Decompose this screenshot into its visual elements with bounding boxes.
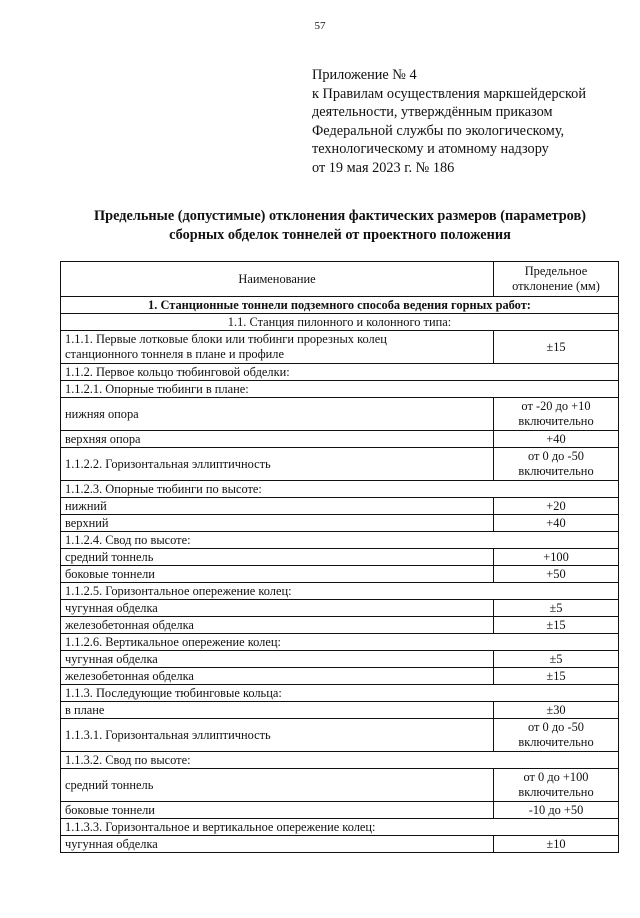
row-value (494, 515, 619, 532)
appendix-line: Федеральной службы по экологическому, (312, 122, 565, 139)
table-group-row (61, 634, 619, 651)
page-number: 57 (314, 20, 326, 32)
header-value (494, 262, 619, 297)
row-value (494, 549, 619, 566)
row-value-line: ±15 (546, 339, 566, 354)
table-row (61, 836, 619, 853)
row-name (61, 398, 494, 431)
row-heading: 1.1.3.2. Свод по высоте: (61, 752, 619, 769)
row-name-line: нижняя опора (65, 406, 139, 421)
table-row (61, 702, 619, 719)
row-heading: 1.1.2.1. Опорные тюбинги в плане: (61, 381, 619, 398)
appendix-line: к Правилам осуществления маркшейдерской (312, 85, 586, 102)
row-value-line: ±10 (546, 836, 566, 851)
row-value (494, 836, 619, 853)
row-name (61, 600, 494, 617)
row-name-line: 1.1.1. Первые лотковые блоки или тюбинги прорезных колец (65, 332, 387, 346)
row-heading: 1.1.2.3. Опорные тюбинги по высоте: (61, 481, 619, 498)
row-name-line: чугунная обделка (65, 651, 158, 666)
appendix-line: от 19 мая 2023 г. № 186 (312, 159, 455, 176)
row-value (494, 617, 619, 634)
table-section-row (61, 297, 619, 314)
row-value-line: включительно (518, 414, 594, 428)
row-value-line: включительно (518, 735, 594, 749)
row-name (61, 549, 494, 566)
row-name (61, 331, 494, 364)
table-group-row (61, 752, 619, 769)
row-value-line: включительно (518, 785, 594, 799)
table-row (61, 617, 619, 634)
row-value (494, 498, 619, 515)
row-value-line: ±15 (546, 668, 566, 683)
row-value-line: +40 (546, 515, 566, 530)
table-row (61, 651, 619, 668)
row-value (494, 600, 619, 617)
title-line: Предельные (допустимые) отклонения фактических размеров (параметров) (94, 208, 586, 224)
row-name-line: в плане (65, 702, 105, 717)
document-title (60, 207, 620, 244)
row-name (61, 448, 494, 481)
row-name (61, 431, 494, 448)
row-value (494, 769, 619, 802)
table-row (61, 431, 619, 448)
row-value-line: включительно (518, 464, 594, 478)
row-name-line: железобетонная обделка (65, 668, 194, 683)
header-value-line: Предельное (524, 264, 588, 278)
row-value-line: от 0 до -50 (528, 720, 584, 734)
row-value (494, 448, 619, 481)
row-name (61, 702, 494, 719)
row-name-line: верхняя опора (65, 431, 141, 446)
header-name: Наименование (61, 262, 494, 297)
row-name (61, 617, 494, 634)
row-name (61, 836, 494, 853)
row-value (494, 566, 619, 583)
row-name-line: боковые тоннели (65, 802, 155, 817)
table-group-row (61, 819, 619, 836)
row-value-line: ±5 (549, 651, 563, 666)
title-line: сборных обделок тоннелей от проектного положения (169, 226, 511, 243)
row-name (61, 651, 494, 668)
row-name-line: железобетонная обделка (65, 617, 194, 632)
row-name-line: средний тоннель (65, 549, 154, 564)
row-value-line: ±5 (549, 600, 563, 615)
row-name-line: 1.1.3.1. Горизонтальная эллиптичность (65, 727, 271, 742)
row-name-line: средний тоннель (65, 777, 154, 792)
row-value (494, 431, 619, 448)
row-name-line: 1.1.2.2. Горизонтальная эллиптичность (65, 456, 271, 471)
row-value (494, 702, 619, 719)
row-name (61, 668, 494, 685)
table-row (61, 448, 619, 481)
table-row (61, 331, 619, 364)
row-name-line: верхний (65, 515, 109, 530)
table-group-row (61, 364, 619, 381)
row-name (61, 719, 494, 752)
row-value (494, 398, 619, 431)
row-name (61, 769, 494, 802)
row-value (494, 331, 619, 364)
row-name (61, 498, 494, 515)
row-name-line: станционного тоннеля в плане и профиле (65, 347, 284, 361)
table-row (61, 802, 619, 819)
header-value-line: отклонение (мм) (512, 279, 600, 293)
row-heading: 1.1.2.4. Свод по высоте: (61, 532, 619, 549)
row-heading: 1.1. Станция пилонного и колонного типа: (61, 314, 619, 331)
row-name (61, 515, 494, 532)
appendix-line: технологическому и атомному надзору (312, 141, 549, 157)
row-name-line: чугунная обделка (65, 600, 158, 615)
row-name (61, 566, 494, 583)
row-value-line: ±30 (546, 702, 566, 717)
table-row (61, 549, 619, 566)
table-row (61, 668, 619, 685)
row-value (494, 668, 619, 685)
row-name-line: боковые тоннели (65, 566, 155, 581)
row-value-line: +100 (543, 549, 569, 564)
table-group-row (61, 481, 619, 498)
row-value-line: от 0 до +100 (523, 770, 589, 784)
row-heading: 1.1.2.6. Вертикальное опережение колец: (61, 634, 619, 651)
table-group-row (61, 532, 619, 549)
row-heading: 1.1.2. Первое кольцо тюбинговой обделки: (61, 364, 619, 381)
table-row (61, 498, 619, 515)
row-value-line: +20 (546, 498, 566, 513)
appendix-header (312, 66, 632, 177)
appendix-line: Приложение № 4 (312, 67, 417, 83)
row-heading: 1.1.3.3. Горизонтальное и вертикальное опережение колец: (61, 819, 619, 836)
row-value-line: +50 (546, 566, 566, 581)
deviations-table (60, 261, 619, 853)
table-row (61, 515, 619, 532)
table-header-row (61, 262, 619, 297)
table-row (61, 769, 619, 802)
table-row (61, 566, 619, 583)
row-value-line: от -20 до +10 (521, 399, 591, 413)
row-name (61, 802, 494, 819)
table-group-row (61, 381, 619, 398)
row-name-line: нижний (65, 498, 107, 513)
row-name-line: чугунная обделка (65, 836, 158, 851)
table-group-row (61, 685, 619, 702)
row-heading: 1.1.2.5. Горизонтальное опережение колец: (61, 583, 619, 600)
row-value (494, 651, 619, 668)
row-value-line: от 0 до -50 (528, 449, 584, 463)
appendix-line: деятельности, утверждённым приказом (312, 104, 553, 120)
table-subsection-row (61, 314, 619, 331)
table-row (61, 398, 619, 431)
table-row (61, 719, 619, 752)
row-value (494, 802, 619, 819)
row-heading: 1. Станционные тоннели подземного способа ведения горных работ: (61, 297, 619, 314)
table-group-row (61, 583, 619, 600)
table-row (61, 600, 619, 617)
table-body (61, 297, 619, 853)
row-value-line: ±15 (546, 617, 566, 632)
row-value (494, 719, 619, 752)
row-value-line: +40 (546, 431, 566, 446)
row-value-line: -10 до +50 (528, 802, 584, 817)
row-heading: 1.1.3. Последующие тюбинговые кольца: (61, 685, 619, 702)
